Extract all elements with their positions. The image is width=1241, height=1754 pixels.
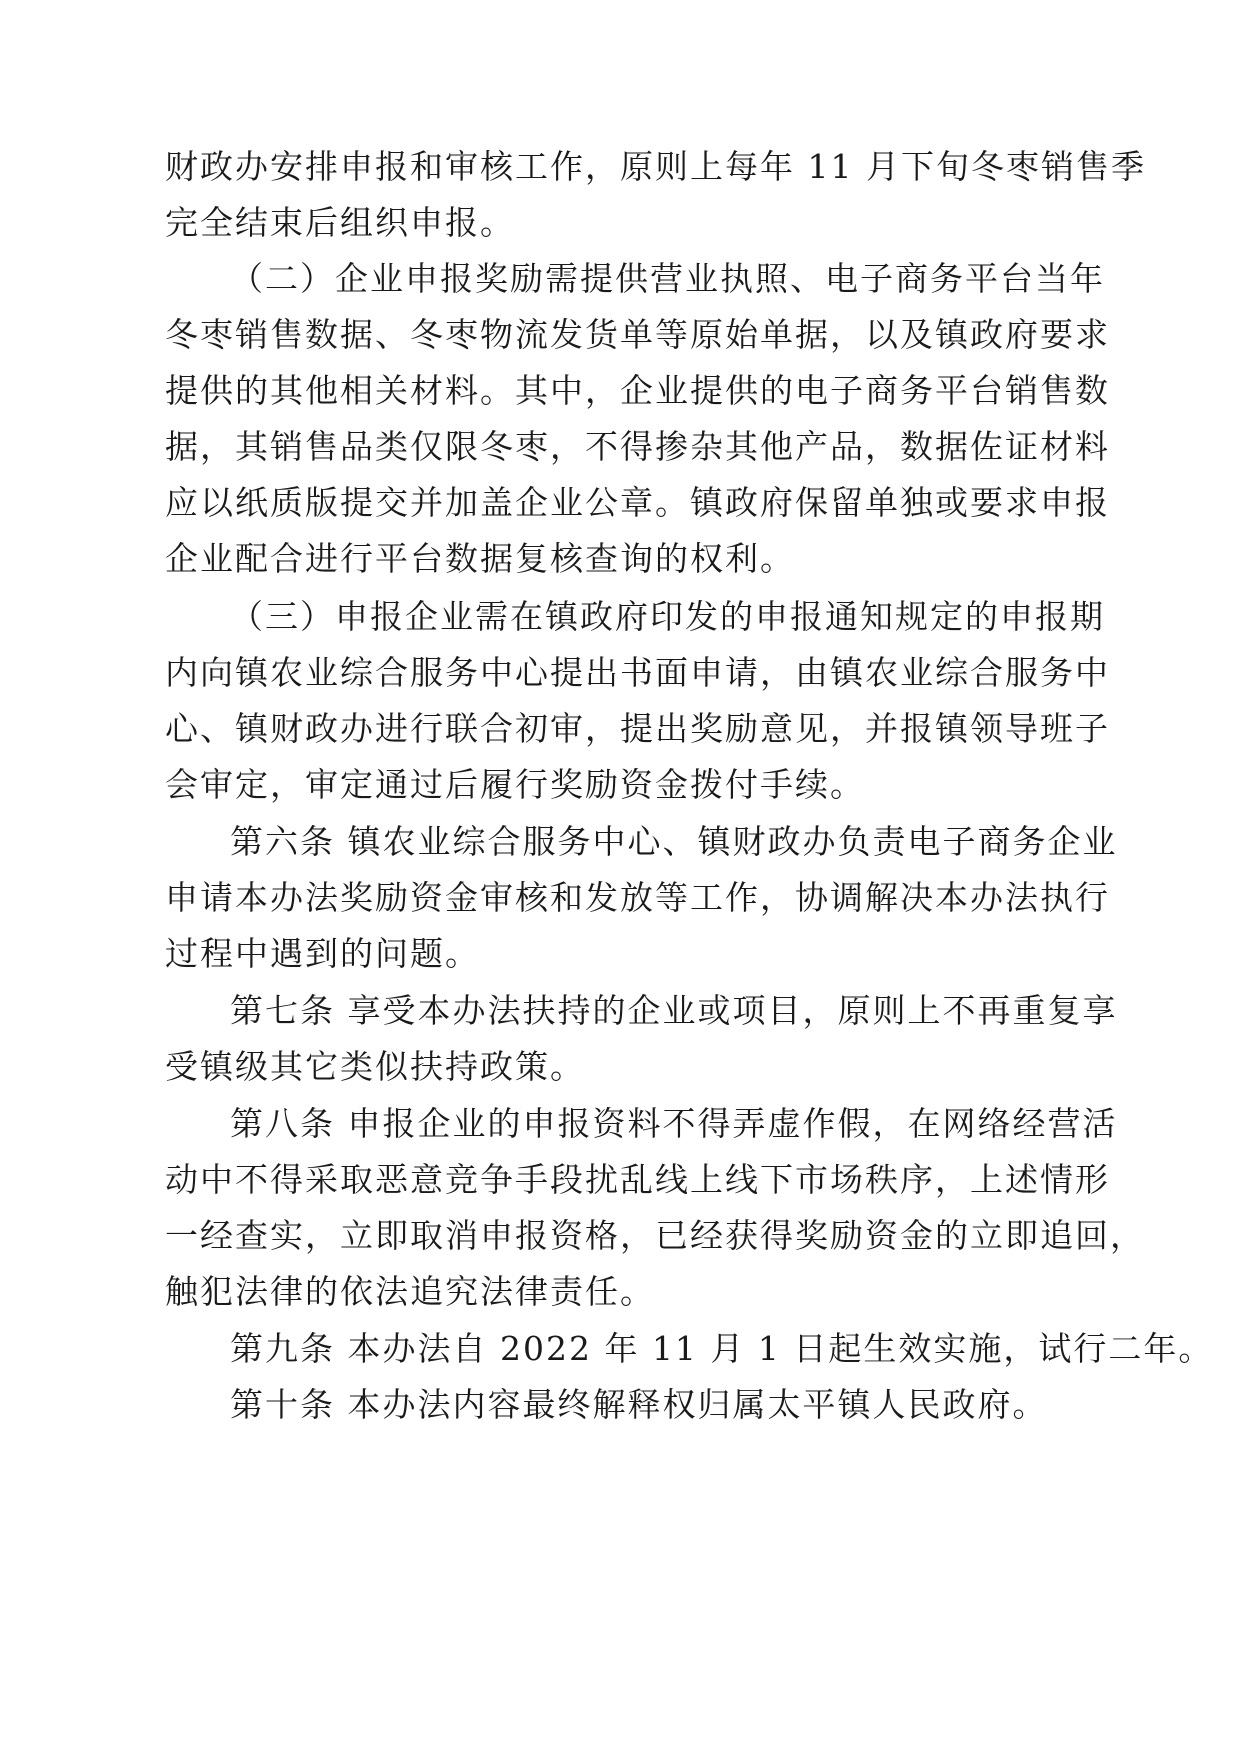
text-line: 应以纸质版提交并加盖企业公章。镇政府保留单独或要求申报 <box>165 483 1110 522</box>
text-line: 冬枣销售数据、冬枣物流发货单等原始单据，以及镇政府要求 <box>165 315 1110 354</box>
text-line: 动中不得采取恶意竞争手段扰乱线上线下市场秩序，上述情形 <box>165 1160 1110 1199</box>
text-line: 心、镇财政办进行联合初审，提出奖励意见，并报镇领导班子 <box>165 709 1110 748</box>
text-line: 一经查实，立即取消申报资格，已经获得奖励资金的立即追回， <box>165 1216 1145 1255</box>
text-line: 完全结束后组织申报。 <box>165 203 515 242</box>
text-line: 申请本办法奖励资金审核和发放等工作，协调解决本办法执行 <box>165 878 1110 917</box>
article-9-line: 第九条 本办法自 2022 年 11 月 1 日起生效实施，试行二年。 <box>230 1329 1214 1368</box>
paragraph-line: （二）企业申报奖励需提供营业执照、电子商务平台当年 <box>230 259 1105 298</box>
text-line: 会审定，审定通过后履行奖励资金拨付手续。 <box>165 765 865 804</box>
article-10-line: 第十条 本办法内容最终解释权归属太平镇人民政府。 <box>230 1385 1048 1424</box>
text-line: 内向镇农业综合服务中心提出书面申请，由镇农业综合服务中 <box>165 653 1110 692</box>
text-line: 企业配合进行平台数据复核查询的权利。 <box>165 539 795 578</box>
paragraph-line: （三）申报企业需在镇政府印发的申报通知规定的申报期 <box>230 597 1105 636</box>
text-line: 过程中遇到的问题。 <box>165 934 480 973</box>
text-line: 受镇级其它类似扶持政策。 <box>165 1047 585 1086</box>
article-7-line: 第七条 享受本办法扶持的企业或项目，原则上不再重复享 <box>230 991 1118 1030</box>
article-6-line: 第六条 镇农业综合服务中心、镇财政办负责电子商务企业 <box>230 822 1118 861</box>
text-line: 财政办安排申报和审核工作，原则上每年 11 月下旬冬枣销售季 <box>165 147 1146 186</box>
text-line: 据，其销售品类仅限冬枣，不得掺杂其他产品，数据佐证材料 <box>165 427 1110 466</box>
text-line: 提供的其他相关材料。其中，企业提供的电子商务平台销售数 <box>165 371 1110 410</box>
article-8-line: 第八条 申报企业的申报资料不得弄虚作假，在网络经营活 <box>230 1104 1118 1143</box>
text-line: 触犯法律的依法追究法律责任。 <box>165 1272 655 1311</box>
